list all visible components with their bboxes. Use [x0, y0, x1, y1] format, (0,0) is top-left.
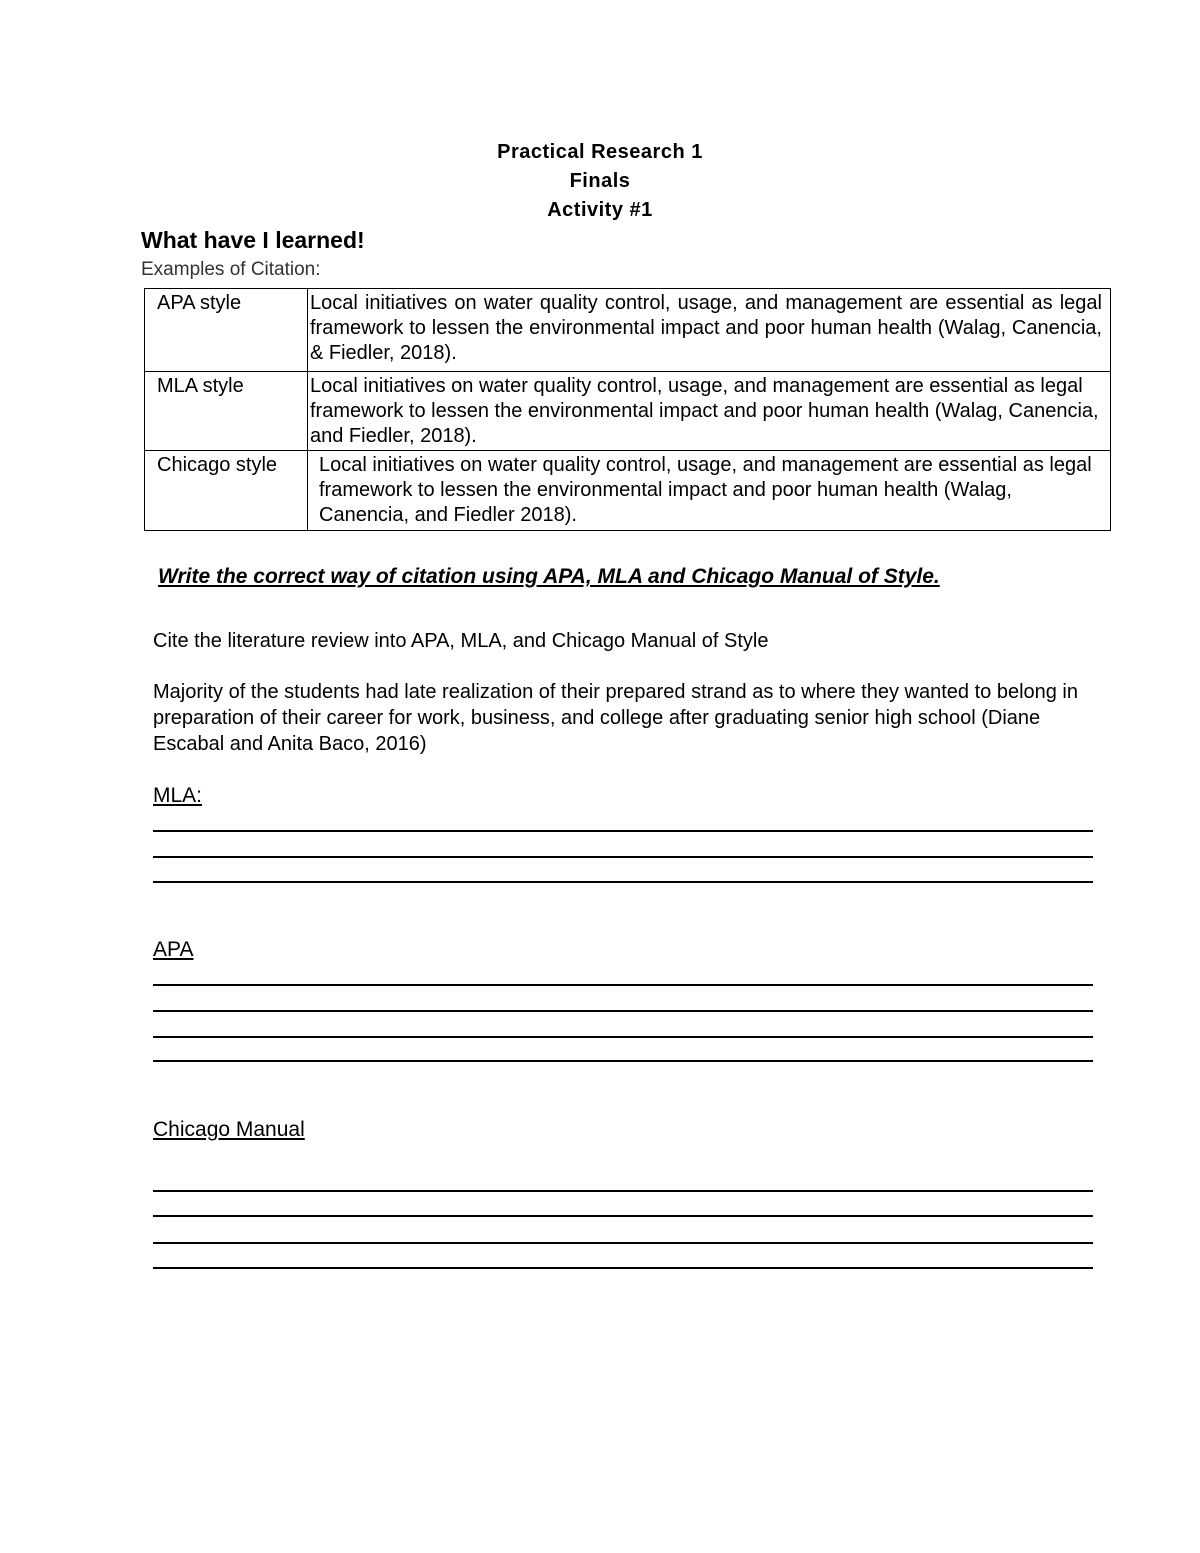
apa-answer-line[interactable]	[153, 1036, 1093, 1038]
mla-answer-line[interactable]	[153, 856, 1093, 858]
citation-style-label: APA style	[145, 289, 308, 372]
activity-number: Activity #1	[547, 199, 653, 221]
chicago-answer-line[interactable]	[153, 1190, 1093, 1192]
citation-style-label: Chicago style	[145, 451, 308, 531]
chicago-answer-line[interactable]	[153, 1215, 1093, 1217]
apa-answer-label: APA	[153, 938, 194, 961]
literature-passage: Majority of the students had late realization of their prepared strand as to where they wanted to belong in preparation of their career for work, business, and college after graduating senior high school (Diane Escabal and Anita Baco, 2016)	[153, 681, 1078, 755]
table-row	[145, 372, 1111, 451]
citation-example-text: Local initiatives on water quality control, usage, and management are essential as legal framework to lessen the environmental impact and poor human health (Walag, Canencia, and Fiedler, 2018).	[308, 372, 1111, 451]
learned-heading: What have I learned!	[141, 227, 365, 253]
chicago-answer-line[interactable]	[153, 1242, 1093, 1244]
mla-answer-line[interactable]	[153, 830, 1093, 832]
instruction-text: Write the correct way of citation using APA, MLA and Chicago Manual of Style.	[158, 565, 940, 588]
apa-answer-line[interactable]	[153, 1010, 1093, 1012]
apa-answer-line[interactable]	[153, 1060, 1093, 1062]
table-row	[145, 289, 1111, 372]
document-title: Practical Research 1	[497, 141, 703, 163]
examples-label: Examples of Citation:	[141, 259, 321, 280]
citation-example-text: Local initiatives on water quality control, usage, and management are essential as legal framework to lessen the environmental impact and poor human health (Walag, Canencia, & Fiedler, 2018).	[308, 289, 1111, 372]
citation-examples-table	[144, 288, 1111, 531]
table-row	[145, 451, 1111, 531]
chicago-answer-label: Chicago Manual	[153, 1118, 305, 1141]
chicago-answer-line[interactable]	[153, 1267, 1093, 1269]
cite-prompt: Cite the literature review into APA, MLA, and Chicago Manual of Style	[153, 630, 769, 652]
citation-example-text: Local initiatives on water quality control, usage, and management are essential as legal framework to lessen the environmental impact and poor human health (Walag, Canencia, and Fiedler 2018).	[308, 451, 1111, 531]
mla-answer-line[interactable]	[153, 881, 1093, 883]
document-subtitle: Finals	[569, 170, 631, 192]
apa-answer-line[interactable]	[153, 984, 1093, 986]
mla-answer-label: MLA:	[153, 784, 203, 807]
citation-style-label: MLA style	[145, 372, 308, 451]
